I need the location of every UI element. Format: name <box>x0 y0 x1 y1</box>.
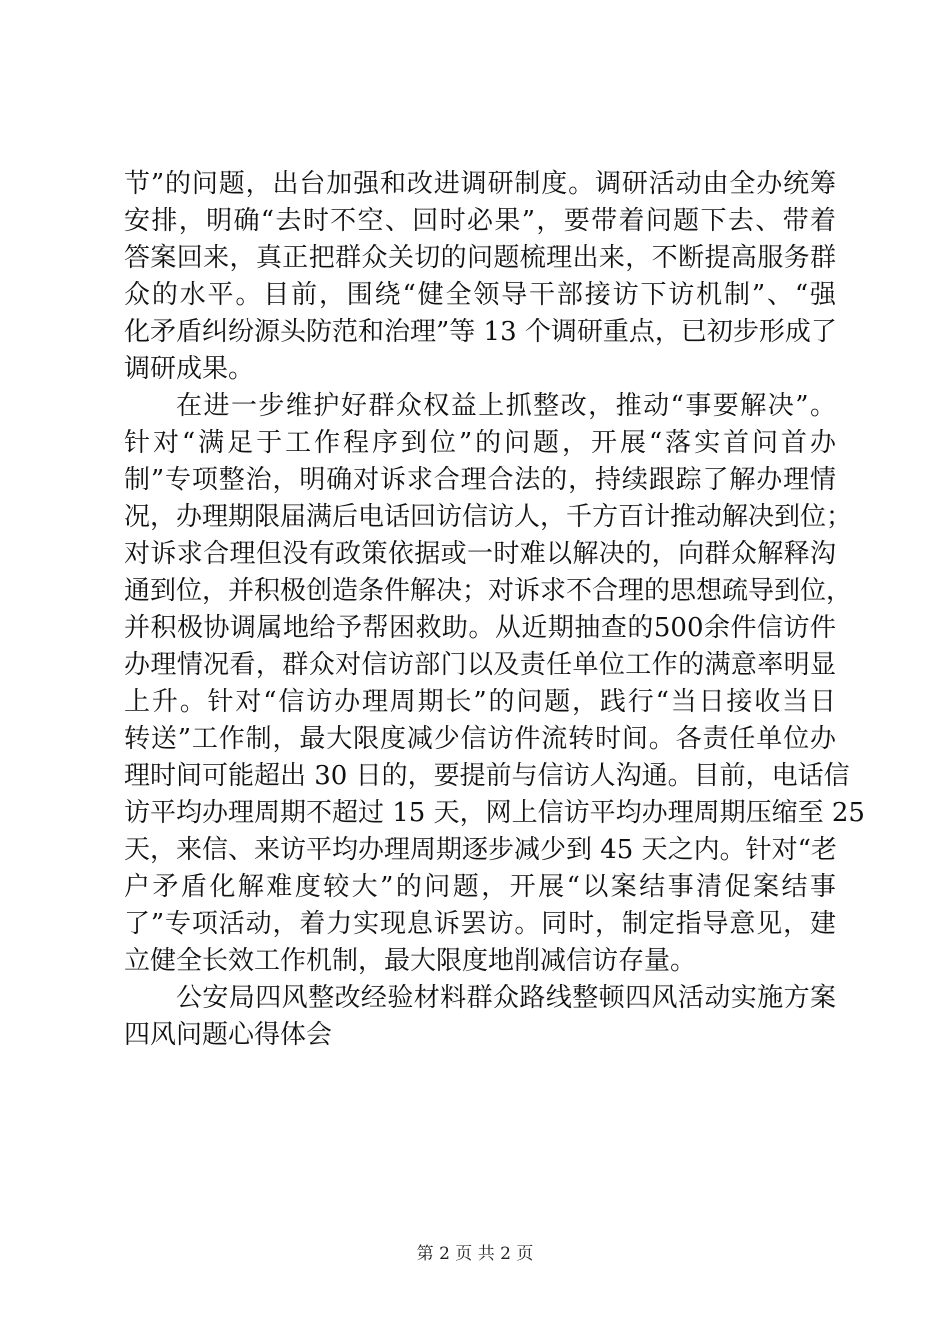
text-line: 对诉求合理但没有政策依据或一时难以解决的，向群众解释沟 <box>124 539 836 569</box>
text-line: 了”专项活动，着力实现息诉罢访。同时，制定指导意见，建 <box>124 909 836 939</box>
text-line: 并积极协调属地给予帮困救助。从近期抽查的500余件信访件 <box>124 613 836 643</box>
text-line: 调研成果。 <box>124 354 255 384</box>
paragraph <box>124 388 865 980</box>
text-line: 众的水平。目前，围绕“健全领导干部接访下访机制”、“强 <box>124 280 836 310</box>
text-line: 上升。针对“信访办理周期长”的问题，践行“当日接收当日 <box>124 687 836 717</box>
text-line: 访平均办理周期不超过 15 天，网上信访平均办理周期压缩至 25 <box>124 798 865 828</box>
text-line: 通到位，并积极创造条件解决；对诉求不合理的思想疏导到位， <box>124 576 853 606</box>
paragraph <box>124 980 836 1054</box>
text-line: 办理情况看，群众对信访部门以及责任单位工作的满意率明显 <box>124 650 836 680</box>
text-line: 理时间可能超出 30 日的，要提前与信访人沟通。目前，电话信 <box>124 761 850 791</box>
text-line: 针对“满足于工作程序到位”的问题，开展“落实首问首办 <box>124 428 836 458</box>
text-line: 公安局四风整改经验材料群众路线整顿四风活动实施方案 <box>176 983 836 1013</box>
document-body <box>124 166 865 1054</box>
page-number-footer: 第 2 页 共 2 页 <box>416 1244 534 1264</box>
text-line: 化矛盾纠纷源头防范和治理”等 13 个调研重点，已初步形成了 <box>124 317 837 347</box>
text-line: 转送”工作制，最大限度减少信访件流转时间。各责任单位办 <box>124 724 836 754</box>
text-line: 天，来信、来访平均办理周期逐步减少到 45 天之内。针对“老 <box>124 835 837 865</box>
text-line: 制”专项整治，明确对诉求合理合法的，持续跟踪了解办理情 <box>124 465 836 495</box>
text-line: 答案回来，真正把群众关切的问题梳理出来，不断提高服务群 <box>124 243 836 273</box>
text-line: 四风问题心得体会 <box>124 1020 333 1050</box>
text-line: 节”的问题，出台加强和改进调研制度。调研活动由全办统筹 <box>124 169 836 199</box>
text-line: 况，办理期限届满后电话回访信访人，千方百计推动解决到位； <box>124 502 853 532</box>
text-line: 安排，明确“去时不空、回时必果”，要带着问题下去、带着 <box>124 206 836 236</box>
paragraph <box>124 166 836 388</box>
text-line: 户矛盾化解难度较大”的问题，开展“以案结事清促案结事 <box>124 872 836 902</box>
text-line: 在进一步维护好群众权益上抓整改，推动“事要解决”。 <box>176 391 836 421</box>
text-line: 立健全长效工作机制，最大限度地削减信访存量。 <box>124 946 697 976</box>
